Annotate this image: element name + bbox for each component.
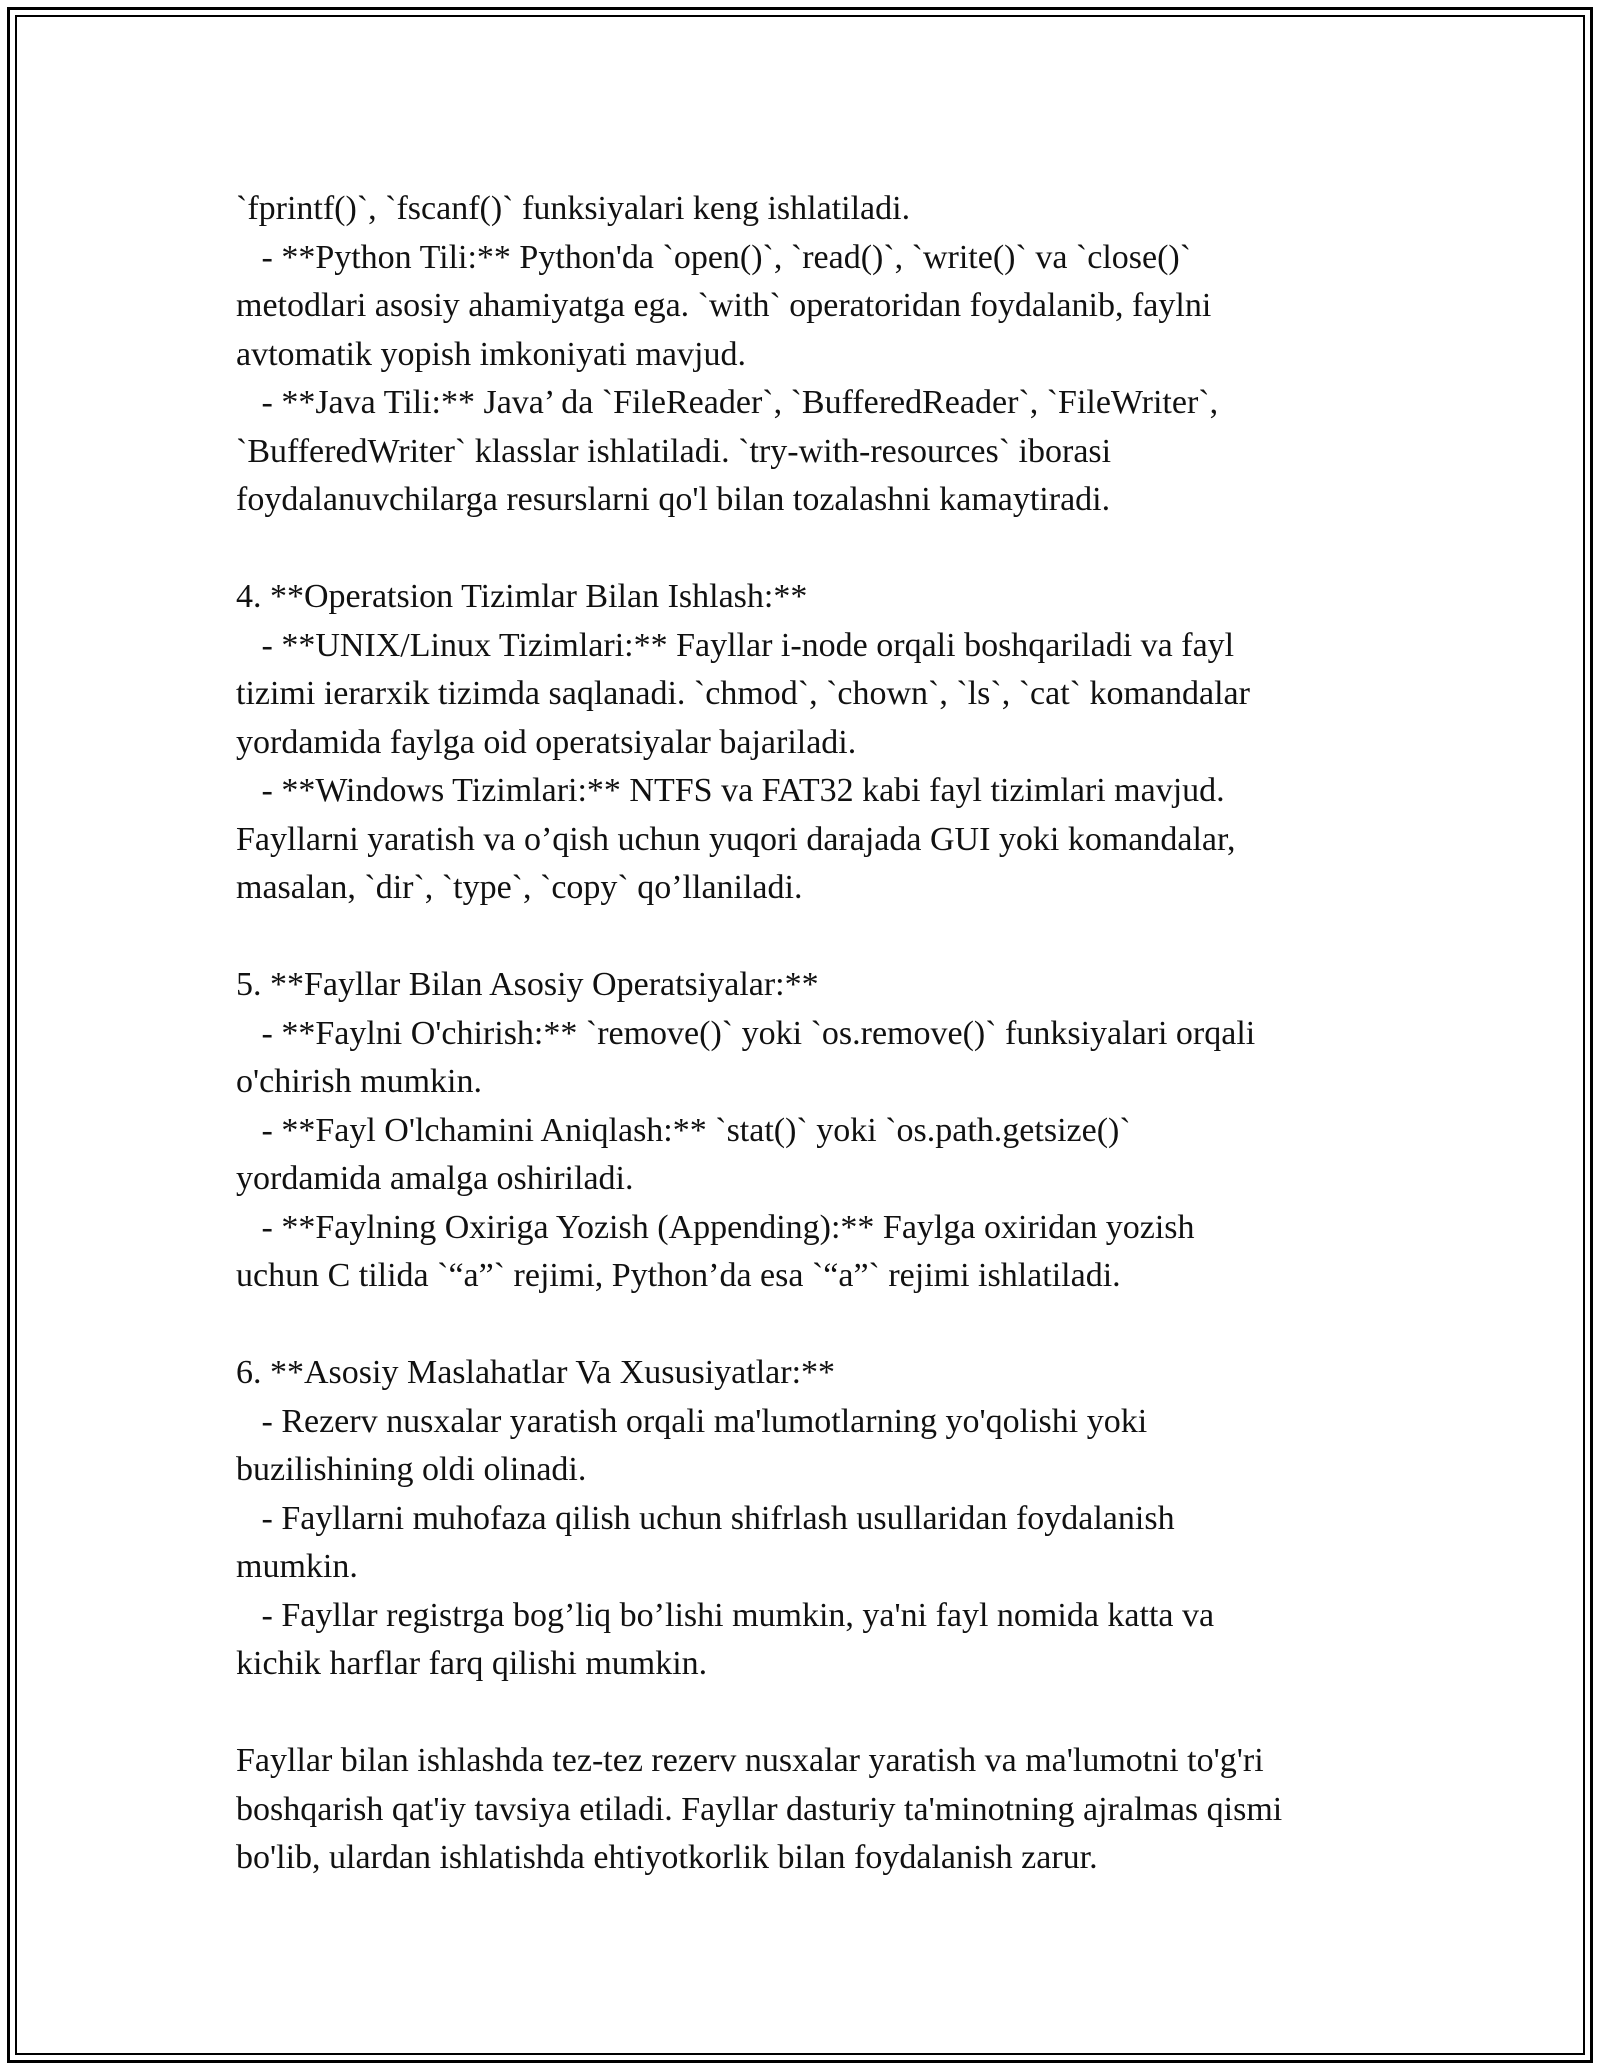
- text-line: `BufferedWriter` klasslar ishlatiladi. `try-with-resources` iborasi: [236, 432, 1112, 470]
- text-line: - Fayllarni muhofaza qilish uchun shifrlash usullaridan foydalanish: [236, 1499, 1175, 1537]
- text-line: - **Java Tili:** Java’ da `FileReader`, `BufferedReader`, `FileWriter`,: [236, 384, 1219, 421]
- blank-line: [236, 1301, 1386, 1350]
- text-line: - **Faylning Oxiriga Yozish (Appending):** Faylga oxiridan yozish: [236, 1208, 1195, 1246]
- section-heading: 5. **Fayllar Bilan Asosiy Operatsiyalar:**: [236, 966, 819, 1003]
- text-line: avtomatik yopish imkoniyati mavjud.: [236, 335, 746, 373]
- text-line: - **Faylni O'chirish:** `remove()` yoki `os.remove()` funksiyalari orqali: [236, 1014, 1256, 1052]
- text-line: - Rezerv nusxalar yaratish orqali ma'lumotlarning yo'qolishi yoki: [236, 1402, 1148, 1440]
- text-line: tizimi ierarxik tizimda saqlanadi. `chmod`, `chown`, `ls`, `cat` komandalar: [236, 675, 1250, 712]
- section-heading: 6. **Asosiy Maslahatlar Va Xususiyatlar:**: [236, 1354, 836, 1391]
- blank-line: [236, 913, 1386, 962]
- text-line: - **Fayl O'lchamini Aniqlash:** `stat()` yoki `os.path.getsize()`: [236, 1111, 1131, 1149]
- text-line: mumkin.: [236, 1548, 358, 1585]
- document-body: [236, 185, 1386, 1883]
- text-line: kichik harflar farq qilishi mumkin.: [236, 1645, 708, 1682]
- text-line: yordamida faylga oid operatsiyalar bajariladi.: [236, 723, 857, 761]
- blank-line: [236, 525, 1386, 574]
- text-line: yordamida amalga oshiriladi.: [236, 1160, 634, 1197]
- text-line: metodlari asosiy ahamiyatga ega. `with` operatoridan foydalanib, faylni: [236, 287, 1212, 324]
- section-heading: 4. **Operatsion Tizimlar Bilan Ishlash:**: [236, 578, 808, 615]
- blank-line: [236, 1689, 1386, 1738]
- text-line: o'chirish mumkin.: [236, 1063, 483, 1100]
- text-line: - Fayllar registrga bog’liq bo’lishi mumkin, ya'ni fayl nomida katta va: [236, 1596, 1215, 1634]
- conclusion-line: Fayllar bilan ishlashda tez-tez rezerv nusxalar yaratish va ma'lumotni to'g'ri: [236, 1742, 1264, 1779]
- text-line: `fprintf()`, `fscanf()` funksiyalari keng ishlatiladi.: [236, 190, 911, 227]
- conclusion-line: bo'lib, ulardan ishlatishda ehtiyotkorlik bilan foydalanish zarur.: [236, 1839, 1098, 1876]
- text-line: - **Windows Tizimlari:** NTFS va FAT32 kabi fayl tizimlari mavjud.: [236, 772, 1225, 809]
- text-line: masalan, `dir`, `type`, `copy` qo’llaniladi.: [236, 869, 803, 906]
- text-line: buzilishining oldi olinadi.: [236, 1451, 587, 1488]
- text-line: uchun C tilida `“a”` rejimi, Python’da esa `“a”` rejimi ishlatiladi.: [236, 1257, 1121, 1294]
- text-line: - **UNIX/Linux Tizimlari:** Fayllar i-node orqali boshqariladi va fayl: [236, 626, 1235, 664]
- conclusion-line: boshqarish qat'iy tavsiya etiladi. Fayllar dasturiy ta'minotning ajralmas qismi: [236, 1790, 1283, 1828]
- text-line: Fayllarni yaratish va o’qish uchun yuqori darajada GUI yoki komandalar,: [236, 820, 1236, 858]
- text-line: - **Python Tili:** Python'da `open()`, `read()`, `write()` va `close()`: [236, 238, 1192, 276]
- text-line: foydalanuvchilarga resurslarni qo'l bilan tozalashni kamaytiradi.: [236, 481, 1111, 518]
